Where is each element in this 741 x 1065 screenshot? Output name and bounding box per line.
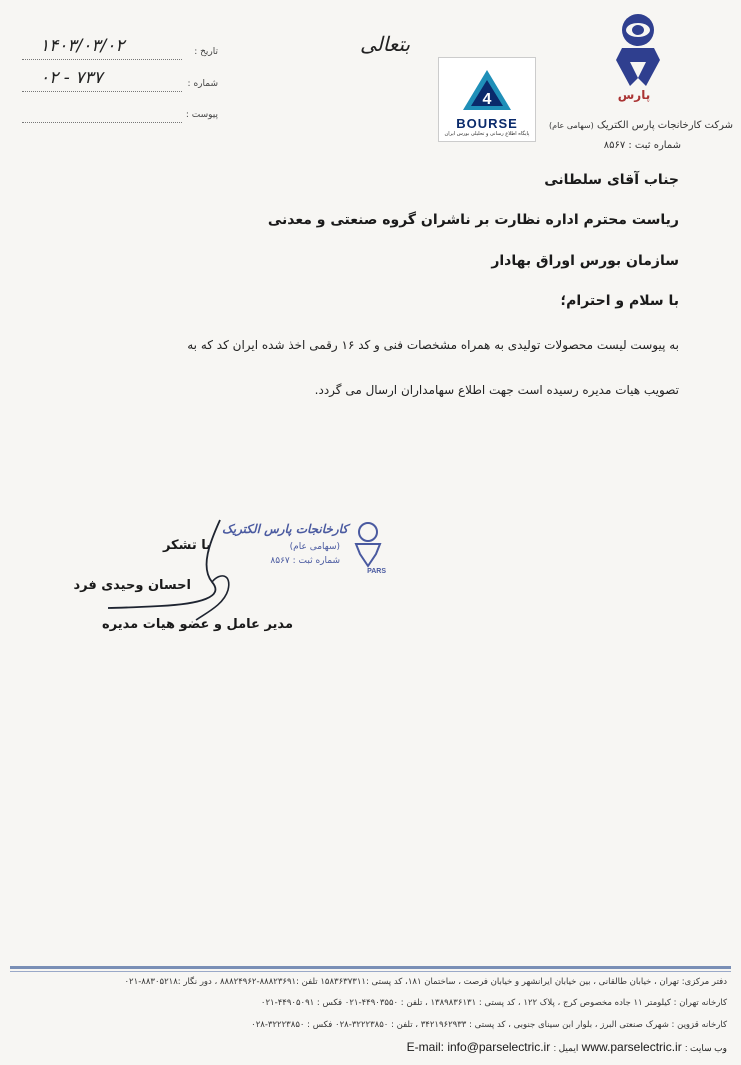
basmala: بتعالی [359, 32, 411, 56]
bourse-logo [438, 57, 536, 142]
website-label: وب سایت : [685, 1043, 727, 1053]
email-link[interactable]: E-mail: info@parselectric.ir [406, 1040, 551, 1054]
attachment-label: پیوست : [185, 110, 218, 120]
website-link[interactable]: www.parselectric.ir [581, 1040, 682, 1054]
company-name [549, 120, 733, 131]
stamp-registration: شماره ثبت : ۸۵۶۷ [270, 556, 340, 566]
footer-head-office: دفتر مرکزی: تهران ، خیابان طالقانی ، بین خیابان ایرانشهر و خیابان فرصت ، ساختمان ۱۸۱، کد پستی :۱۵۸۳۶۳۷۳۱۱ تلفن :۸۸۸۲۳۶۹۱-۸۸۸۲۴۹۶۲ ، دور نگار :۸۸۳۰۵۲۱۸-۰۲۱ [124, 977, 727, 987]
date-value: ۱۴۰۳/۰۳/۰۲ [40, 36, 125, 56]
svg-text:4: 4 [482, 91, 492, 108]
bourse-logo-text: BOURSE [456, 116, 518, 131]
body-line-1: به پیوست لیست محصولات تولیدی به همراه مشخصات فنی و کد ۱۶ رقمی اخذ شده ایران کد که به [187, 338, 679, 352]
stamp-type: (سهامی عام) [289, 542, 340, 552]
greeting: با سلام و احترام؛ [560, 293, 679, 309]
footer-contact [407, 1040, 727, 1054]
recipient-title: ریاست محترم اداره نظارت بر ناشران گروه صنعتی و معدنی [267, 212, 679, 228]
number-label: شماره : [187, 79, 218, 89]
closing: با تشکر [162, 538, 211, 553]
number-underline [22, 90, 182, 92]
organization: سازمان بورس اوراق بهادار [491, 253, 679, 269]
bourse-triangle-icon [439, 58, 535, 118]
stamp-logo-text: PARS [367, 568, 386, 575]
footer-qazvin-factory: کارخانه قزوین : شهرک صنعتی البرز ، بلوار ابن سینای جنوبی ، کد پستی : ۳۴۲۱۹۶۲۹۳۳ ، تلفن : ۳۲۲۲۳۸۵۰-۰۲۸ فکس : ۳۲۲۲۳۸۵۰-۰۲۸ [251, 1020, 727, 1030]
handwritten-signature [100, 512, 290, 622]
logo-wordmark: پارس [617, 88, 651, 102]
email-label: ایمیل : [553, 1043, 579, 1053]
date-label: تاریخ : [194, 47, 218, 57]
signer-name: احسان وحیدی فرد [73, 578, 191, 593]
footer-tehran-factory: کارخانه تهران : کیلومتر ۱۱ جاده مخصوص کرج ، پلاک ۱۲۲ ، کد پستی : ۱۳۸۹۸۳۶۱۳۱ ، تلفن : ۴۴۹۰۳۵۵۰-۰۲۱ فکس : ۴۴۹۰۵۰۹۱-۰۲۱ [260, 998, 727, 1008]
body-line-2: تصویب هیات مدیره رسیده است جهت اطلاع سهامداران ارسال می گردد. [314, 383, 679, 397]
company-type: (سهامی عام) [549, 121, 594, 130]
number-value: ۰۲ - ۷۳۷ [40, 68, 103, 88]
signer-position: مدیر عامل و عضو هیات مدیره [102, 617, 293, 632]
attachment-underline [22, 121, 182, 123]
registration-number: شماره ثبت : ۸۵۶۷ [603, 140, 681, 151]
recipient: جناب آقای سلطانی [544, 172, 679, 188]
stamp-company: کارخانجات پارس الکتریک [221, 522, 348, 536]
bourse-logo-subtitle: پایگاه اطلاع رسانی و تحلیلی بورس ایران [444, 131, 530, 137]
footer-divider-thin [10, 971, 731, 972]
company-name-text: شرکت کارخانجات پارس الکتریک [596, 120, 733, 131]
date-underline [22, 58, 182, 60]
footer-divider [10, 966, 731, 969]
